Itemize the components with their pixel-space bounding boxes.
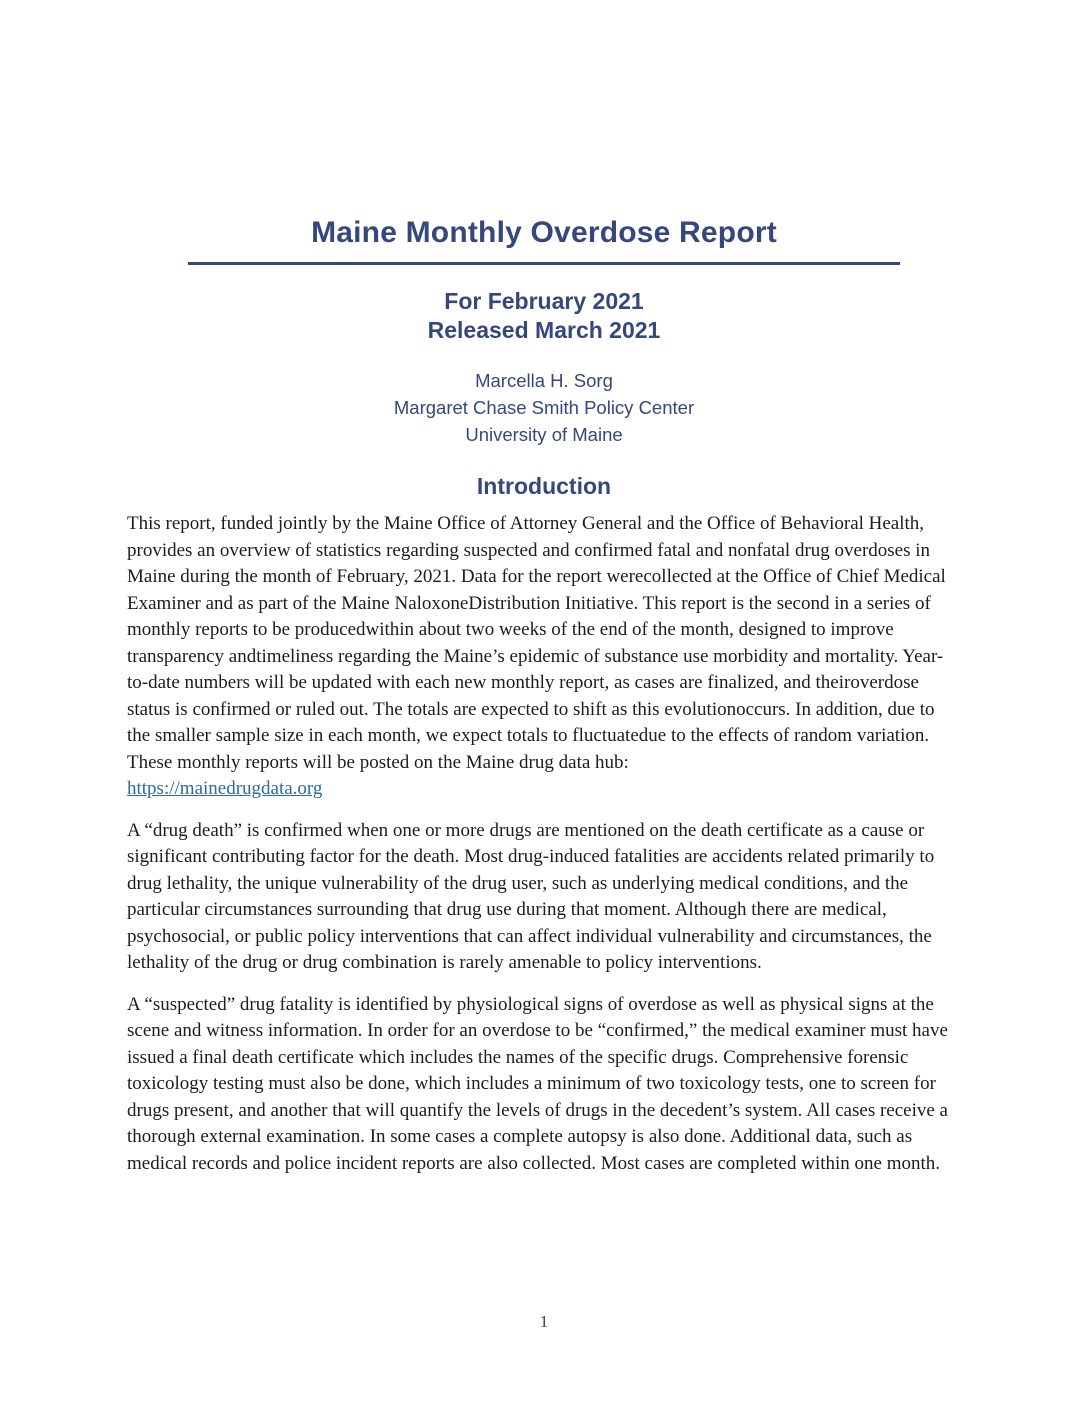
- drug-data-hub-link[interactable]: https://mainedrugdata.org: [127, 778, 323, 799]
- author-name: Marcella H. Sorg: [475, 370, 613, 391]
- report-title: Maine Monthly Overdose Report: [311, 216, 777, 249]
- intro-paragraph-3: A “suspected” drug fatality is identified by physiological signs of overdose as well as physical signs at the scene and witness information. In order for an overdose to be “confirmed,” the medical examiner must have issued a final death certificate which includes the names of the specific drugs. Comprehensive forensic toxicology testing must also be done, which includes a minimum of two toxicology tests, one to screen for drugs present, and another that will quantify the levels of drugs in the decedent’s system. All cases receive a thorough external examination. In some cases a complete autopsy is also done. Additional data, such as medical records and police incident reports are also collected. Most cases are completed within one month.: [127, 993, 948, 1174]
- intro-paragraph-1: [127, 511, 961, 803]
- authors-block: [0, 367, 1088, 448]
- report-header: [0, 0, 1088, 265]
- report-period: For February 2021: [444, 288, 644, 314]
- author-affiliation-center: Margaret Chase Smith Policy Center: [393, 397, 695, 418]
- title-divider: [188, 262, 900, 265]
- intro-paragraph-2: A “drug death” is confirmed when one or more drugs are mentioned on the death certificate as a cause or significant contributing factor for the death. Most drug-induced fatalities are accidents related primarily to drug lethality, the unique vulnerability of the drug user, such as underlying medical conditions, and the particular circumstances surrounding that drug use during that moment. Although there are medical, psychosocial, or public policy interventions that can affect individual vulnerability and circumstances, the lethality of the drug or drug combination is rarely amenable to policy interventions.: [127, 819, 935, 973]
- report-subtitle-block: [0, 287, 1088, 345]
- intro-paragraph-1-text: This report, funded jointly by the Maine Office of Attorney General and the Office of Behavioral Health, provides an overview of statistics regarding suspected and confirmed fatal and nonfatal drug overdoses in Maine during the month of February, 2021. Data for the report werecollected at the Office of Chief Medical Examiner and as part of the Maine NaloxoneDistribution Initiative. This report is the second in a series of monthly reports to be producedwithin about two weeks of the end of the month, designed to improve transparency andtimeliness regarding the Maine’s epidemic of substance use morbidity and mortality. Year-to-date numbers will be updated with each new monthly report, as cases are finalized, and theiroverdose status is confirmed or ruled out. The totals are expected to shift as this evolutionoccurs. In addition, due to the smaller sample size in each month, we expect totals to fluctuatedue to the effects of random variation. These monthly reports will be posted on the Maine drug data hub:: [127, 513, 946, 773]
- release-date: Released March 2021: [427, 317, 661, 343]
- introduction-body: [127, 511, 961, 1177]
- author-affiliation-university: University of Maine: [465, 424, 623, 445]
- page-number: 1: [539, 1312, 549, 1331]
- section-heading-introduction: Introduction: [476, 473, 612, 499]
